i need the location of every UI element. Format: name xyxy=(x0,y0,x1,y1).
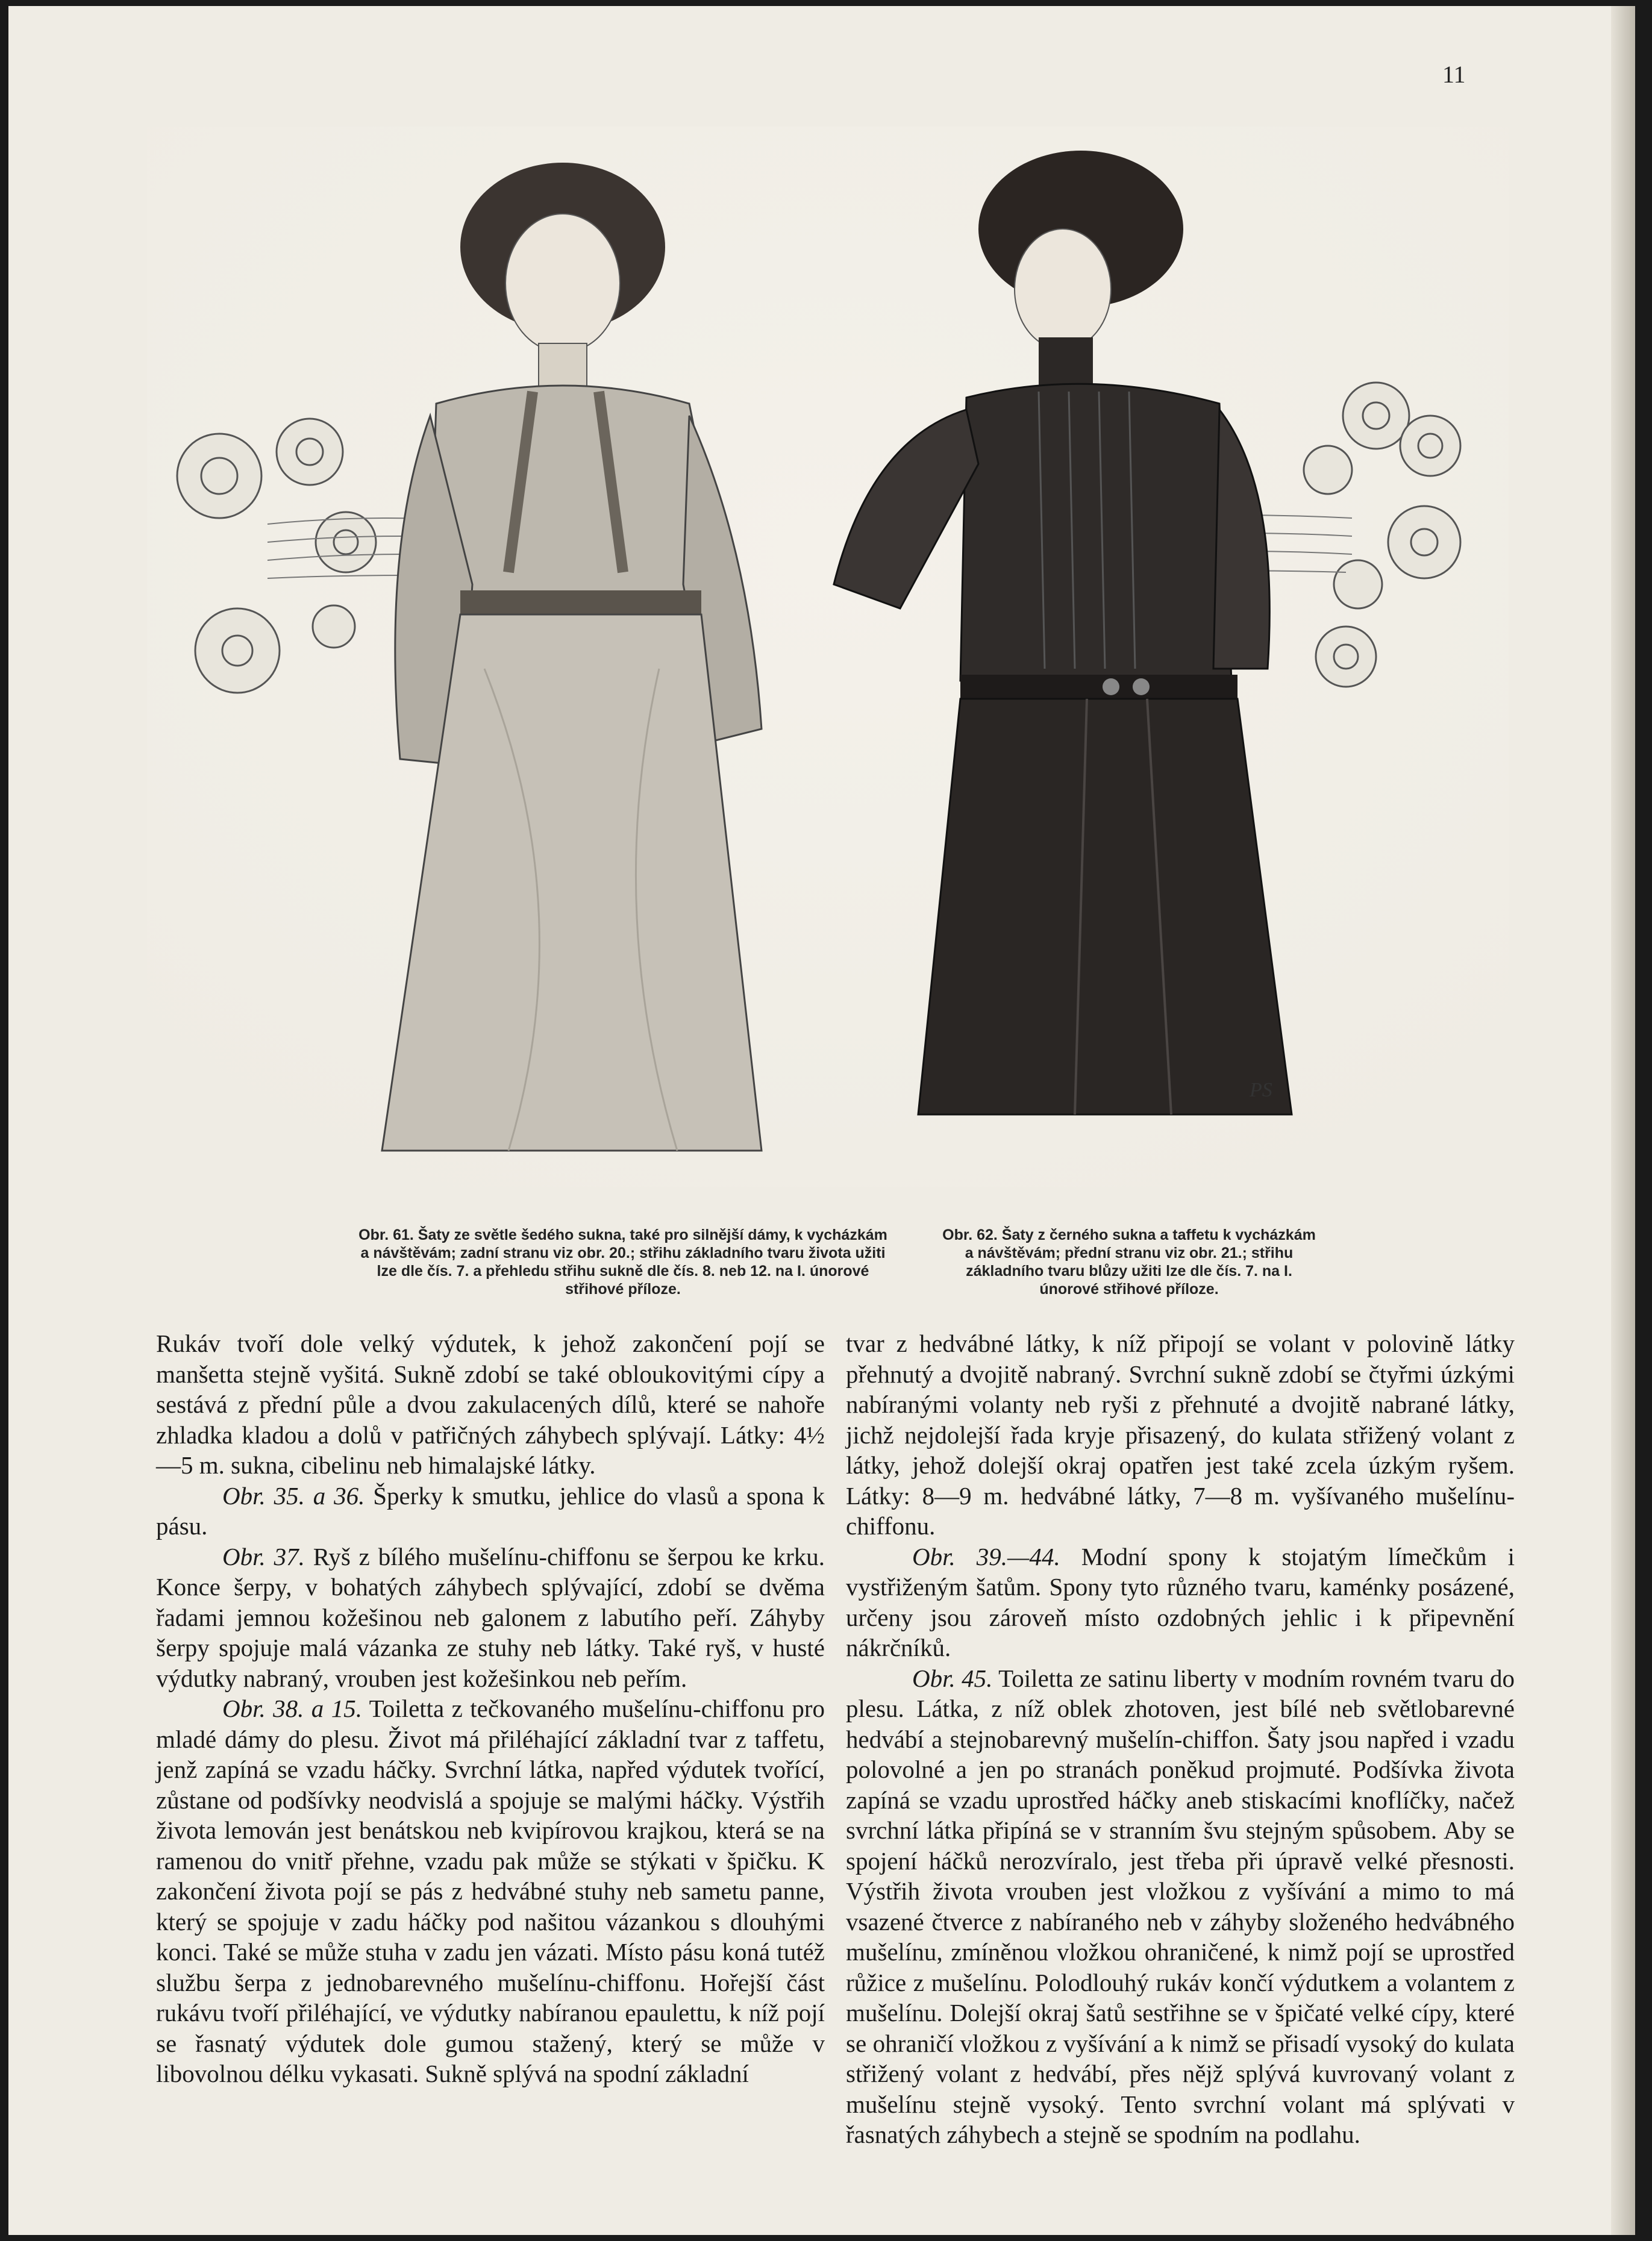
paragraph xyxy=(156,1542,825,1694)
artist-signature: PS xyxy=(1250,1079,1272,1101)
paragraph-text: Toiletta z tečkovaného mušelínu-chiffonu pro mladé dámy do plesu. Život má přiléhající základní tvar z taffetu, jenž zapíná se vzadu háčky. Svrchní látka, napřed výdutek tvořící, zůstane od podšívky neodvislá a spojuje se malými háčky. Výstřih života lemován jest benátskou neb kvipírovou krajkou, která se na ramenou do vnitř přehne, vzadu pak může se stýkati v špičku. K zakončení života pojí se pás z hedvábné stuhy neb sametu panne, který se spojuje v zadu háčky pod našitou vázankou s dlouhými konci. Také se může stuha v zadu jen vázati. Místo pásu koná tutéž službu šerpa z jednobarevného mušelínu-chiffonu. Hořejší část rukávu tvoří přiléhající, ve výdutky nabíranou epaulettu, k níž pojí se řasnatý výdutek dole gumou stažený, který se může v libovolnou délku vykasati. Sukně splývá na spodní základní xyxy=(156,1695,825,2087)
paragraph-text: Modní spony k stojatým límečkům i vystřiženým šatům. Spony tyto různého tvaru, kaménky posázené, určeny jsou zároveň místo ozdobných jehlic i k připevnění nákrčníků. xyxy=(846,1542,1515,1661)
page-number: 11 xyxy=(1442,61,1466,88)
paragraph-text: Ryš z bílého mušelínu-chiffonu se šerpou ke krku. Konce šerpy, v bohatých záhybech splývající, zdobí se dvěma řadami jemnou kožešinou neb galonem z labutího peří. Záhyby šerpy spojuje malá vázanka ze stuhy neb látky. Také ryš, v husté výdutky nabraný, vrouben jest kožešinkou neb peřím. xyxy=(156,1542,825,1692)
paragraph-text: Toiletta ze satinu liberty v modním rovném tvaru do plesu. Látka, z níž oblek zhotoven, jest bílé neb světlobarevné hedvábí a stejnobarevný mušelín-chiffon. Šaty jsou napřed i vzadu polovolné a jen po stranách poněkud projmuté. Podšívka života zapíná se vzadu uprostřed háčky aneb stiskacími knoflíčky, načež svrchní látka připíná se v stranním švu stejným spůsobem. Aby se spojení háčků nerozvíralo, jest třeba při úpravě velké přesnosti. Výstřih života vrouben jest vložkou z vyšívání a mimo to má vsazené čtverce z nabíraného neb v záhyby složeného hedvábného mušelínu, zmíněnou vložkou ohraničené, k nimž pojí se uprostřed růžice z mušelínu. Polodlouhý rukáv končí výdutkem a volantem z mušelínu. Dolejší okraj šatů sestřihne se v špičaté velké cípy, které se ohraničí vložkou z vyšívání a k nimž se přisadí vysoký do kulata střižený volant z hedvábí, přes nějž splývá kuvrovaný volant z mušelínu stejně vysoký. Tento svrchní volant má splývati v řasnatých záhybech a stejně se spodním na podlahu. xyxy=(846,1664,1515,2148)
paragraph: Rukáv tvoří dole velký výdutek, k jehož zakončení pojí se manšetta stejně vyšitá. Sukně zdobí se také obloukovitými cípy a sestává z přední půle a dvou zakulacených dílů, které se nahoře zhladka kladou a dolů v patřičných záhybech splývají. Látky: 4½—5 m. sukna, cibelinu neb himalajské látky. xyxy=(156,1330,825,1479)
magazine-page xyxy=(8,6,1635,2235)
page-spine-shadow xyxy=(1611,6,1635,2235)
caption-figure-61: Obr. 61. Šaty ze světle šedého sukna, také pro silnější dámy, k vycházkám a návštěvám; zadní stranu viz obr. 20.; střihu základního tvaru života užiti lze dle čís. 7. a přehledu střihu sukně dle čís. 8. neb 12. na I. únorové střihové příloze. xyxy=(358,1227,887,1298)
figure-reference: Obr. 35. a 36. xyxy=(222,1481,365,1510)
figure-reference: Obr. 45. xyxy=(912,1664,993,1692)
caption-figure-62: Obr. 62. Šaty z černého sukna a taffetu k vycházkám a návštěvám; přední stranu viz obr. 21.; střihu základního tvaru blůzy užiti lze dle čís. 7. na I. únorové střihové příloze. xyxy=(942,1227,1316,1298)
fashion-illustration xyxy=(147,127,1509,1187)
paragraph xyxy=(846,1663,1515,2150)
figure-reference: Obr. 39.—44. xyxy=(912,1542,1060,1571)
paragraph xyxy=(846,1542,1515,1663)
text-column-right xyxy=(846,1328,1515,2150)
figure-reference: Obr. 38. a 15. xyxy=(222,1695,362,1722)
paragraph xyxy=(156,1693,825,2089)
paragraph: tvar z hedvábné látky, k níž připojí se volant v polovině látky přehnutý a dvojitě nabraný. Svrchní sukně zdobí se čtyřmi úzkými nabíranými volanty neb ryši z přehnuté a dvojitě nabrané látky, jichž nejdolejší řada kryje přisazený, do kulata střižený volant z látky, jehož dolejší okraj opatřen jest také zcela úzkým ryšem. Látky: 8—9 m. hedvábné látky, 7—8 m. vyšívaného mušelínu-chiffonu. xyxy=(846,1330,1515,1540)
paragraph-text: Šperky k smutku, jehlice do vlasů a spona k pásu. xyxy=(156,1481,825,1540)
paragraph xyxy=(156,1481,825,1542)
text-column-left xyxy=(156,1328,825,2089)
figure-reference: Obr. 37. xyxy=(222,1542,305,1571)
